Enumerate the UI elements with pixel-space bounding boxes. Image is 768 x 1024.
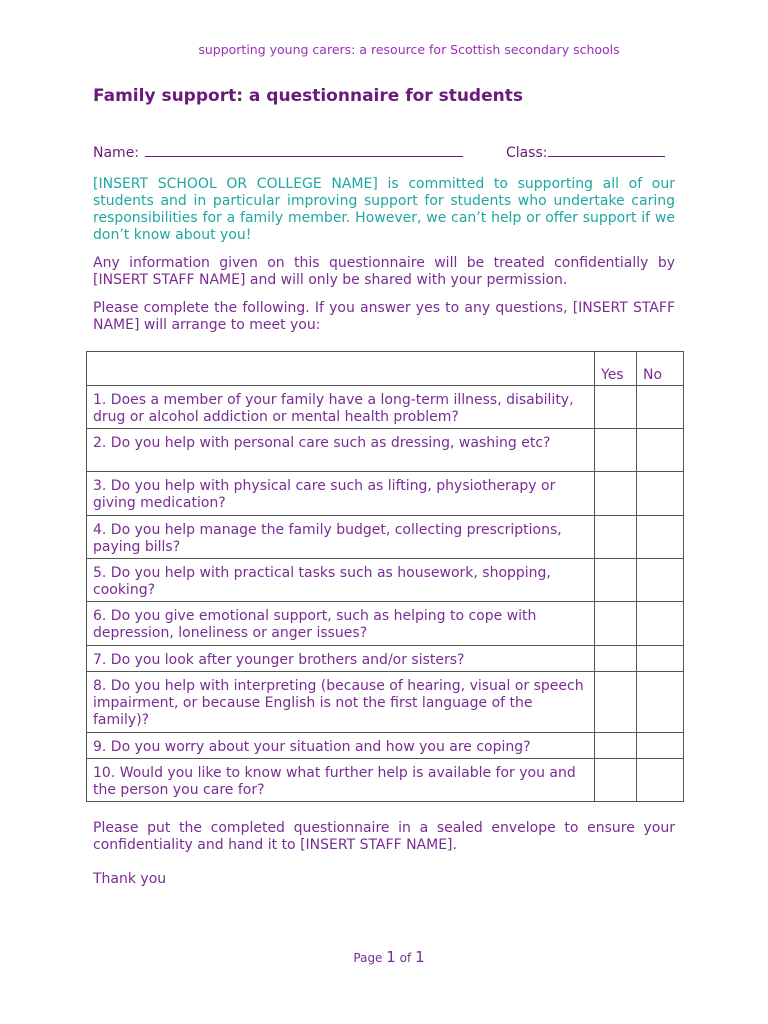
- of-word: of: [399, 951, 412, 965]
- yes-answer-cell[interactable]: [595, 559, 637, 602]
- yes-column-header: Yes: [595, 352, 637, 386]
- table-row: [87, 516, 684, 559]
- question-text: 9. Do you worry about your situation and how you are coping?: [87, 733, 595, 759]
- table-row: [87, 559, 684, 602]
- table-row: [87, 672, 684, 733]
- table-row: [87, 646, 684, 672]
- thank-you: Thank you: [93, 871, 167, 887]
- yes-answer-cell[interactable]: [595, 733, 637, 759]
- question-text: 10. Would you like to know what further help is available for you and the person you care for?: [87, 759, 595, 802]
- no-answer-cell[interactable]: [637, 759, 684, 802]
- no-answer-cell[interactable]: [637, 672, 684, 733]
- question-text: 7. Do you look after younger brothers and/or sisters?: [87, 646, 595, 672]
- page-word: Page: [353, 951, 383, 965]
- no-answer-cell[interactable]: [637, 646, 684, 672]
- confidentiality-paragraph: Any information given on this questionnaire will be treated confidentially by [INSERT STAFF NAME] and will only be shared with your permission.: [93, 255, 675, 288]
- no-answer-cell[interactable]: [637, 733, 684, 759]
- name-field-line[interactable]: [145, 141, 463, 157]
- table-row: [87, 429, 684, 472]
- question-text: 4. Do you help manage the family budget, collecting prescriptions, paying bills?: [87, 516, 595, 559]
- name-label: Name:: [93, 145, 140, 161]
- question-text: 6. Do you give emotional support, such as helping to cope with depression, loneliness or anger issues?: [87, 602, 595, 646]
- yes-answer-cell[interactable]: [595, 429, 637, 472]
- yes-answer-cell[interactable]: [595, 472, 637, 516]
- no-answer-cell[interactable]: [637, 559, 684, 602]
- closing-paragraph: Please put the completed questionnaire in a sealed envelope to ensure your confidentiality and hand it to [INSERT STAFF NAME].: [93, 820, 675, 853]
- table-header-blank: [87, 352, 595, 386]
- yes-answer-cell[interactable]: [595, 672, 637, 733]
- instructions-paragraph: Please complete the following. If you answer yes to any questions, [INSERT STAFF NAME] will arrange to meet you:: [93, 300, 675, 333]
- class-field-line[interactable]: [548, 141, 665, 157]
- no-answer-cell[interactable]: [637, 429, 684, 472]
- page-number: 1: [386, 948, 396, 966]
- page-total: 1: [415, 948, 425, 966]
- yes-answer-cell[interactable]: [595, 646, 637, 672]
- table-row: [87, 602, 684, 646]
- yes-answer-cell[interactable]: [595, 516, 637, 559]
- yes-answer-cell[interactable]: [595, 759, 637, 802]
- no-answer-cell[interactable]: [637, 472, 684, 516]
- question-text: 8. Do you help with interpreting (because of hearing, visual or speech impairment, or because English is not the first language of the family)?: [87, 672, 595, 733]
- name-class-row: [93, 141, 675, 161]
- question-text: 5. Do you help with practical tasks such as housework, shopping, cooking?: [87, 559, 595, 602]
- running-header: supporting young carers: a resource for Scottish secondary schools: [198, 42, 620, 57]
- yes-answer-cell[interactable]: [595, 386, 637, 429]
- table-row: [87, 759, 684, 802]
- no-answer-cell[interactable]: [637, 602, 684, 646]
- page-footer: [0, 948, 768, 966]
- no-column-header: No: [637, 352, 684, 386]
- questionnaire-table: [86, 351, 684, 802]
- table-row: [87, 386, 684, 429]
- yes-answer-cell[interactable]: [595, 602, 637, 646]
- class-label: Class:: [505, 145, 548, 161]
- question-text: 3. Do you help with physical care such as lifting, physiotherapy or giving medication?: [87, 472, 595, 516]
- table-row: [87, 733, 684, 759]
- no-answer-cell[interactable]: [637, 516, 684, 559]
- question-text: 2. Do you help with personal care such as dressing, washing etc?: [87, 429, 595, 472]
- no-answer-cell[interactable]: [637, 386, 684, 429]
- question-text: 1. Does a member of your family have a long-term illness, disability, drug or alcohol addiction or mental health problem?: [87, 386, 595, 429]
- intro-paragraph: [INSERT SCHOOL OR COLLEGE NAME] is committed to supporting all of our students and in particular improving support for students who undertake caring responsibilities for a family member. However, we can’t help or offer support if we don’t know about you!: [93, 176, 675, 243]
- page-title: Family support: a questionnaire for students: [93, 86, 523, 106]
- table-row: [87, 472, 684, 516]
